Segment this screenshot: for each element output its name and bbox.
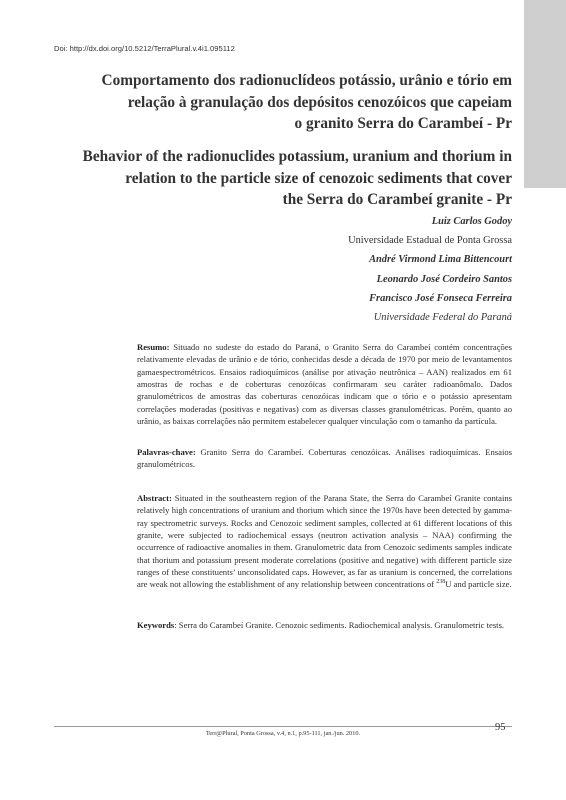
abstract-text-end: U and particle size. xyxy=(445,579,512,590)
palavras-chave-label: Palavras-chave: xyxy=(137,447,196,457)
keywords-label: Keywords xyxy=(137,620,175,630)
author-2: André Virmond Lima Bittencourt xyxy=(369,254,512,266)
title-english xyxy=(60,146,512,211)
title-pt-line-3: o granito Serra do Carambeí - Pr xyxy=(294,115,512,132)
abstract-label: Abstract: xyxy=(137,493,172,503)
resumo-text: Situado no sudeste do estado do Paraná, o Granito Serra do Carambeí contém concentrações relativamente elevadas de urânio e de tório, conhecidas desde a década de 1970 por meio de levantamentos gamaespectrométricos. Ensaios radioquímicos (análise por ativação neutrônica – AAN) realizados em 61 amostras de rochas e de coberturas cenozóicas confirmaram seu caráter radioanômalo. Dados granulométricos de amostras das coberturas cenozóicas indicam que o tório e o potássio apresentam correlações moderadas (positivas e negativas) com as diversas classes granulométricas. Porém, quanto ao urânio, as baixas correlações não permitem estabelecer qualquer vinculação com o tamanho da partícula. xyxy=(137,342,512,427)
doi-link[interactable]: Doi: http://dx.doi.org/10.5212/TerraPlural.v.4i1.095112 xyxy=(54,44,235,53)
affiliation-1: Universidade Estadual de Ponta Grossa xyxy=(348,235,512,247)
footer-divider xyxy=(54,726,512,727)
resumo-label: Resumo: xyxy=(137,342,170,352)
abstract-text: Situated in the southeastern region of the Parana State, the Serra do Carambeí Granite contains relatively high concentrations of uranium and thorium which since the 1970s have been detected by gamma-ray spectrometric surveys. Rocks and Cenozoic sediment samples, collected at 61 different locations of this granite, were subjected to radiochemical essays (neutron activation analysis – NAA) confirming the occurrence of radioactive anomalies in them. Granulometric data from Cenozoic sediments samples indicate that thorium and potassium present moderate correlations (positive and negative) with different particle size ranges of these constituents’ unconsolidated caps. However, as far as uranium is concerned, the correlations are weak not allowing the establishment of any relationship between concentrations of xyxy=(137,493,512,590)
resumo-paragraph xyxy=(137,341,512,427)
title-en-line-3: the Serra do Carambeí granite - Pr xyxy=(282,191,512,208)
title-pt-line-2: relação à granulação dos depósitos cenozóicos que capeiam xyxy=(127,93,512,111)
palavras-chave-paragraph xyxy=(137,446,512,471)
keywords-text: : Serra do Carambeí Granite. Cenozoic sediments. Radiochemical analysis. Granulometric tests. xyxy=(174,620,505,630)
palavras-chave-text: Granito Serra do Carambeí. Coberturas cenozóicas. Análises radioquímicas. Ensaios granulométricos. xyxy=(137,447,512,470)
title-pt-line-1: Comportamento dos radionuclídeos potássio, urânio e tório em xyxy=(101,72,512,89)
side-tab-decoration xyxy=(524,0,566,188)
author-list xyxy=(200,212,512,327)
title-en-line-2: relation to the particle size of cenozoic sediments that cover xyxy=(125,169,512,187)
author-4: Francisco José Fonseca Ferreira xyxy=(369,292,512,304)
footer-citation: Terr@Plural, Ponta Grossa, v.4, n.1, p.95-111, jan./jun. 2010. xyxy=(205,730,361,737)
author-3: Leonardo José Cordeiro Santos xyxy=(376,273,512,285)
title-portuguese xyxy=(60,70,512,135)
author-1: Luiz Carlos Godoy xyxy=(431,216,512,227)
affiliation-2: Universidade Federal do Paraná xyxy=(373,312,512,324)
isotope-superscript: 238 xyxy=(436,579,446,586)
title-en-line-1: Behavior of the radionuclides potassium, uranium and thorium in xyxy=(82,148,512,165)
page-number: 95 xyxy=(495,722,506,733)
abstract-paragraph xyxy=(137,492,512,591)
keywords-paragraph xyxy=(137,619,512,631)
